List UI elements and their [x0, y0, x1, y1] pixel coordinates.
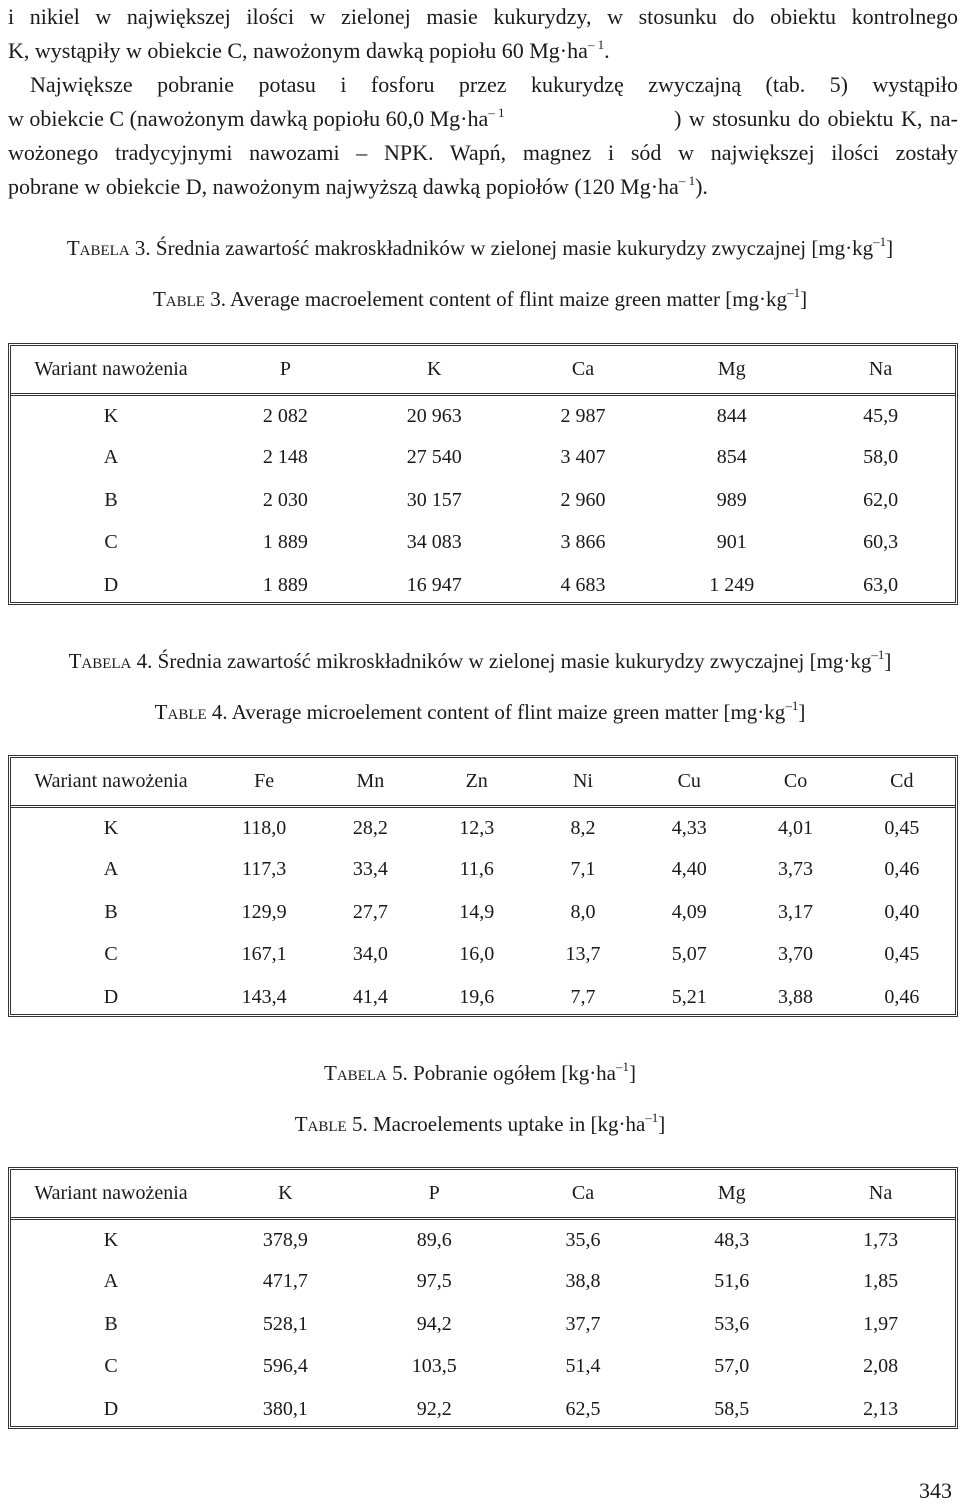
table-cell: 51,6 [714, 1270, 750, 1293]
table-cell: 51,4 [565, 1355, 601, 1378]
table-cell: 58,5 [714, 1397, 750, 1420]
table-cell: 41,4 [352, 985, 388, 1008]
table-cell: 2 030 [262, 488, 308, 511]
body-paragraph [8, 0, 958, 204]
table-cell: 596,4 [262, 1355, 308, 1378]
table-row [11, 437, 955, 480]
table-cell: 37,7 [565, 1312, 601, 1335]
table-cell: 53,6 [714, 1312, 750, 1335]
table-row [11, 522, 955, 565]
table-cell: 16,0 [459, 943, 495, 966]
table3-caption-pl: TABELA 3. Średnia zawartość makroskładników w zielonej masie kukurydzy zwyczajnej $[mg\cdot kg^{-1}]$ [66, 234, 894, 260]
table-cell: 103,5 [411, 1355, 457, 1378]
table-row [11, 1261, 955, 1304]
column-header: Mn [317, 758, 423, 806]
row-label-cell: C [104, 531, 118, 554]
table-cell: 27,7 [352, 900, 388, 923]
table-cell: 1,97 [863, 1312, 899, 1335]
table-cell: 3 407 [560, 446, 606, 469]
paragraph-line: w obiekcie C (nawożonym dawką popiołu 60,0 $Mg\cdot ha^{- 1}$ ) w stosunku do obiektu K, na- [8, 105, 958, 131]
row-label-cell: A [103, 858, 119, 881]
table-cell: 854 [716, 446, 747, 469]
table-cell: 2 960 [560, 488, 606, 511]
table-cell: 38,8 [565, 1270, 601, 1293]
table-cell: 2 082 [262, 404, 308, 427]
table-cell: 58,0 [863, 446, 899, 469]
table-cell: 1 889 [262, 531, 308, 554]
row-label-cell: B [104, 488, 118, 511]
row-label-cell: B [104, 900, 118, 923]
table-cell: 844 [716, 404, 747, 427]
table-cell: 0,45 [884, 943, 920, 966]
table-row [11, 1388, 955, 1431]
row-label-cell: D [103, 985, 119, 1008]
table-cell: 118,0 [242, 816, 287, 839]
table-cell: 4,01 [778, 816, 814, 839]
row-label-cell: K [103, 1228, 119, 1251]
paragraph-line: K, wystąpiły w obiekcie C, nawożonym dawką popiołu 60 $Mg\cdot ha^{- 1}$. [8, 37, 610, 63]
table-header-row [11, 1170, 955, 1218]
table-row [11, 564, 955, 607]
table-cell: 0,45 [884, 816, 920, 839]
table-row [11, 1346, 955, 1389]
table4 [8, 755, 958, 1017]
table-cell: 117,3 [242, 858, 287, 881]
paragraph-line: Największe pobranie potasu i fosforu przez kukurydzę zwyczajną (tab. 5) wystąpiło [30, 72, 958, 97]
table-cell: 19,6 [459, 985, 495, 1008]
table-cell: 35,6 [565, 1228, 601, 1251]
column-header: Ca [509, 1170, 658, 1218]
table-header-row [11, 346, 955, 394]
table4-caption-pl: TABELA 4. Średnia zawartość mikroskładników w zielonej masie kukurydzy zwyczajnej $[mg\cdot kg^{-1}]$ [68, 647, 892, 673]
table-header-row [11, 758, 955, 806]
table-cell: 3 866 [560, 531, 606, 554]
table-cell: 97,5 [416, 1270, 452, 1293]
row-label-cell: K [103, 816, 119, 839]
table-cell: 60,3 [863, 531, 899, 554]
paragraph-line: pobrane w obiekcie D, nawożonym najwyższą dawką popiołów (120 $Mg\cdot ha^{- 1}$). [8, 173, 708, 199]
table-cell: 34 083 [406, 531, 462, 554]
table-cell: 20 963 [406, 404, 462, 427]
table-cell: 62,0 [863, 488, 899, 511]
table-cell: 13,7 [565, 943, 601, 966]
table-cell: 3,73 [778, 858, 814, 881]
table-cell: 2 987 [560, 404, 606, 427]
table-cell: 8,0 [570, 900, 596, 923]
table-cell: 45,9 [863, 404, 899, 427]
table-cell: 89,6 [416, 1228, 452, 1251]
table4-caption-en: TABLE 4. Average microelement content of flint maize green matter $[mg\cdot kg^{-1}]$ [154, 698, 806, 724]
table5 [8, 1167, 958, 1429]
row-label-cell: A [103, 446, 119, 469]
table-row [11, 394, 955, 437]
table5-caption-pl: TABELA 5. Pobranie ogółem $[kg\cdot ha^{-1}]$ [323, 1059, 637, 1085]
table-row [11, 806, 955, 849]
table-cell: 4 683 [560, 573, 606, 596]
table3 [8, 343, 958, 605]
paragraph-line: i nikiel w największej ilości w zielonej masie kukurydzy, w stosunku do obiektu kontrolnego [8, 4, 958, 29]
table-cell: 1,85 [863, 1270, 899, 1293]
table-cell: 57,0 [714, 1355, 750, 1378]
column-header: Wariant nawożenia [11, 758, 211, 806]
table-row [11, 1303, 955, 1346]
table-cell: 3,17 [778, 900, 814, 923]
row-label-cell: C [104, 1355, 118, 1378]
table-cell: 27 540 [406, 446, 462, 469]
table-cell: 1 889 [262, 573, 308, 596]
paragraph-line: wożonego tradycyjnymi nawozami – NPK. Wapń, magnez i sód w największej ilości zostały [8, 140, 958, 165]
table-cell: 48,3 [714, 1228, 750, 1251]
column-header: Ni [530, 758, 636, 806]
page-number: 343 [919, 1478, 952, 1503]
table-cell: 129,9 [241, 900, 287, 923]
column-header: Wariant nawożenia [11, 346, 211, 394]
table-cell: 7,1 [570, 858, 596, 881]
table-cell: 0,40 [884, 900, 920, 923]
table-cell: 380,1 [262, 1397, 308, 1420]
row-label-cell: A [103, 1270, 119, 1293]
table-cell: 34,0 [352, 943, 388, 966]
column-header: Na [806, 346, 955, 394]
table-cell: 378,9 [262, 1228, 308, 1251]
table3-caption-en: TABLE 3. Average macroelement content of flint maize green matter $[mg\cdot kg^{-1}]$ [152, 285, 808, 311]
table-cell: 16 947 [406, 573, 462, 596]
row-label-cell: C [104, 943, 118, 966]
column-header: Cd [849, 758, 955, 806]
table-cell: 94,2 [416, 1312, 452, 1335]
table-cell: 33,4 [352, 858, 388, 881]
table-cell: 30 157 [406, 488, 462, 511]
table-cell: 1,73 [863, 1228, 899, 1251]
table-cell: 63,0 [863, 573, 899, 596]
column-header: Co [742, 758, 848, 806]
table-cell: 0,46 [884, 985, 920, 1008]
table-cell: 4,09 [671, 900, 707, 923]
table-cell: 2,08 [863, 1355, 899, 1378]
table-row [11, 1218, 955, 1261]
table-cell: 28,2 [352, 816, 388, 839]
table-cell: 7,7 [570, 985, 596, 1008]
table-cell: 3,70 [778, 943, 814, 966]
column-header: P [211, 346, 360, 394]
table-cell: 528,1 [262, 1312, 308, 1335]
table-row [11, 934, 955, 977]
table-row [11, 891, 955, 934]
table-cell: 0,46 [884, 858, 920, 881]
table-cell: 167,1 [241, 943, 287, 966]
column-header: K [211, 1170, 360, 1218]
row-label-cell: B [104, 1312, 118, 1335]
row-label-cell: D [103, 1397, 119, 1420]
table-cell: 12,3 [459, 816, 495, 839]
table-cell: 4,40 [671, 858, 707, 881]
column-header: Zn [424, 758, 530, 806]
column-header: Mg [657, 346, 806, 394]
table-cell: 3,88 [778, 985, 814, 1008]
table-cell: 2 148 [262, 446, 308, 469]
column-header: Wariant nawożenia [11, 1170, 211, 1218]
table-cell: 92,2 [416, 1397, 452, 1420]
table-row [11, 479, 955, 522]
table-cell: 989 [716, 488, 747, 511]
table-cell: 14,9 [459, 900, 495, 923]
table-cell: 11,6 [459, 858, 494, 881]
column-header: Na [806, 1170, 955, 1218]
table-cell: 8,2 [570, 816, 596, 839]
row-label-cell: D [103, 573, 119, 596]
table-cell: 901 [716, 531, 747, 554]
column-header: Ca [509, 346, 658, 394]
column-header: P [360, 1170, 509, 1218]
table-cell: 2,13 [863, 1397, 899, 1420]
column-header: Fe [211, 758, 317, 806]
table-cell: 5,21 [671, 985, 707, 1008]
table-cell: 143,4 [241, 985, 287, 1008]
table5-caption-en: TABLE 5. Macroelements uptake in $[kg\cdot ha^{-1}]$ [294, 1110, 666, 1136]
column-header: Cu [636, 758, 742, 806]
table-cell: 1 249 [709, 573, 755, 596]
table-cell: 471,7 [262, 1270, 308, 1293]
column-header: Mg [657, 1170, 806, 1218]
table-row [11, 849, 955, 892]
table-row [11, 976, 955, 1019]
row-label-cell: K [103, 404, 119, 427]
table-cell: 62,5 [565, 1397, 601, 1420]
table-cell: 5,07 [671, 943, 707, 966]
column-header: K [360, 346, 509, 394]
table-cell: 4,33 [671, 816, 707, 839]
